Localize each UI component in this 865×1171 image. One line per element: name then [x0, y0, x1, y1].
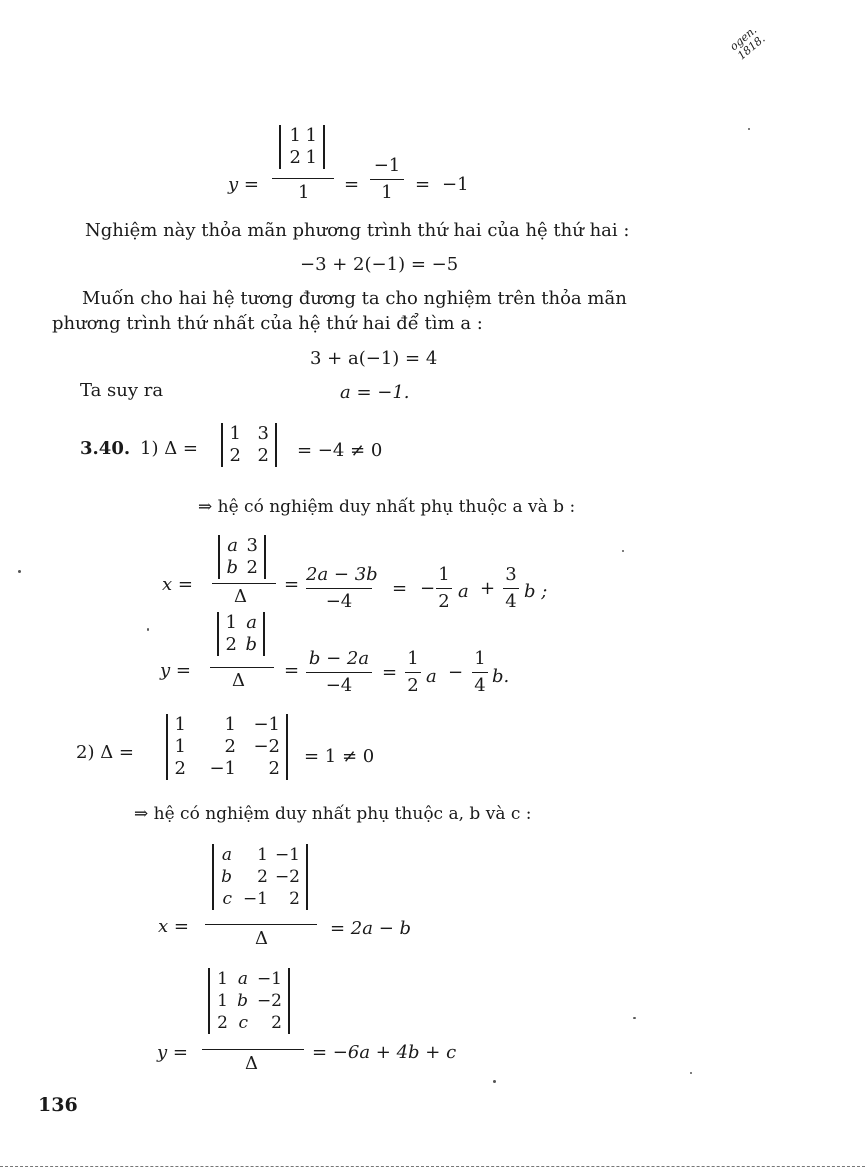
part-label: 1) Δ =: [140, 438, 198, 459]
fraction: 1 2: [405, 648, 421, 697]
determinant: 1 a 2 b: [217, 612, 265, 656]
variable: b ;: [524, 581, 548, 602]
variable: a: [458, 581, 469, 602]
minus-sign: −: [420, 578, 436, 599]
page-edge: [0, 1166, 865, 1167]
variable: b.: [492, 666, 510, 687]
part-label: 2) Δ =: [76, 742, 134, 763]
scan-speck: [18, 570, 21, 573]
corner-stamp: ogen. 1818.: [727, 23, 768, 63]
fraction-bar: [210, 667, 274, 668]
scan-speck: [147, 628, 149, 631]
x-label: x =: [162, 574, 193, 595]
fraction: b − 2a −4: [306, 648, 372, 697]
fraction-bar: [202, 1049, 304, 1050]
y-label: y =: [157, 1042, 188, 1063]
result: = 2a − b: [330, 918, 412, 939]
det-result: = −4 ≠ 0: [297, 440, 383, 461]
problem-label: 3.40.: [80, 438, 131, 459]
scan-speck: [690, 1072, 692, 1074]
paragraph: Nghiệm này thỏa mãn phương trình thứ hai của hệ thứ hai :: [85, 220, 630, 241]
result: = −6a + 4b + c: [312, 1042, 457, 1063]
det-result: = 1 ≠ 0: [304, 746, 375, 767]
fraction: 3 4: [503, 564, 519, 613]
determinant: 1 3 2 2: [221, 423, 277, 467]
denominator: Δ: [255, 928, 268, 949]
scan-speck: [493, 1080, 496, 1083]
y-label: y =: [228, 174, 259, 195]
denominator: 1: [298, 182, 310, 203]
page-number: 136: [38, 1094, 78, 1116]
minus-sign: −: [448, 662, 464, 683]
implication: ⇒ hệ có nghiệm duy nhất phụ thuộc a và b :: [198, 497, 576, 517]
scan-speck: [633, 1017, 636, 1019]
text: Ta suy ra: [80, 380, 164, 401]
equals-sign: =: [392, 578, 408, 599]
equation: 3 + a(−1) = 4: [310, 348, 438, 369]
equals-sign: =: [382, 662, 398, 683]
scan-speck: [748, 128, 750, 130]
scan-speck: [622, 550, 624, 552]
variable: a: [426, 666, 437, 687]
denominator: Δ: [234, 586, 247, 607]
y-label: y =: [160, 660, 191, 681]
equals-sign: =: [284, 574, 300, 595]
x-label: x =: [158, 916, 189, 937]
equation: −3 + 2(−1) = −5: [300, 254, 459, 275]
fraction: 1 2: [436, 564, 452, 613]
determinant: 1 1 −1 1 2 −2 2 −1 2: [166, 714, 288, 780]
fraction: −1 1: [370, 155, 404, 204]
equals-sign: =: [415, 174, 431, 195]
denominator: Δ: [245, 1053, 258, 1074]
determinant: 1 1 2 1: [279, 125, 325, 169]
fraction-bar: [205, 924, 317, 925]
fraction-bar: [272, 178, 334, 179]
determinant: a 3 b 2: [218, 535, 266, 579]
determinant: a 1 −1 b 2 −2 c −1 2: [212, 844, 308, 910]
implication: ⇒ hệ có nghiệm duy nhất phụ thuộc a, b và c :: [134, 804, 532, 824]
equation: a = −1.: [340, 382, 410, 403]
fraction: 2a − 3b −4: [306, 564, 378, 612]
denominator: Δ: [232, 670, 245, 691]
paragraph: phương trình thứ nhất của hệ thứ hai để tìm a :: [52, 313, 483, 334]
result: −1: [442, 174, 469, 195]
equals-sign: =: [284, 660, 300, 681]
determinant: 1 a −1 1 b −2 2 c 2: [208, 968, 290, 1034]
fraction: 1 4: [472, 648, 488, 697]
plus-sign: +: [480, 578, 496, 599]
paragraph: Muốn cho hai hệ tương đương ta cho nghiệm trên thỏa mãn: [82, 288, 627, 309]
fraction-bar: [212, 583, 276, 584]
equals-sign: =: [344, 174, 360, 195]
